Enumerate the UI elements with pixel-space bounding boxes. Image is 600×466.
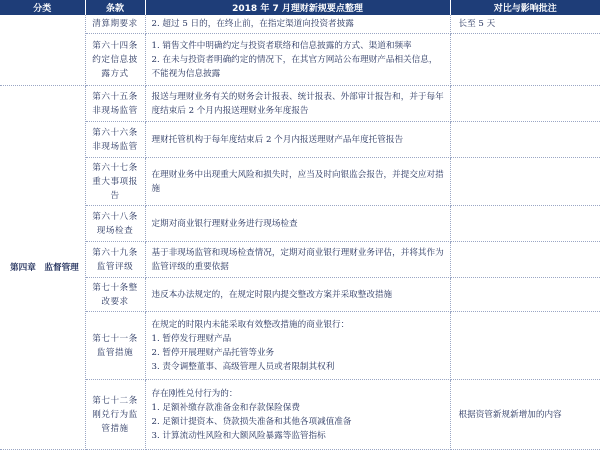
header-comparison: 对比与影响批注 xyxy=(450,0,600,15)
content-cell xyxy=(145,86,450,122)
clause-cell: 第六十六条非现场监管 xyxy=(85,122,145,158)
clause-cell: 第七十一条监管措施 xyxy=(85,312,145,380)
content-line: 1. 销售文件中明确约定与投资者联络和信息披露的方式、渠道和频率 xyxy=(151,40,412,51)
content-line: 理财托管机构于每年度结束后 2 个月内报送理财产品年度托管报告 xyxy=(151,134,404,145)
content-cell xyxy=(145,278,450,312)
table-row xyxy=(0,158,600,206)
clause-cell: 第六十五条非现场监管 xyxy=(85,86,145,122)
clause-cell: 第七十二条刚兑行为监管措施 xyxy=(85,380,145,450)
content-line: 存在刚性兑付行为的： xyxy=(151,388,238,399)
clause-cell: 第六十七条重大事项报告 xyxy=(85,158,145,206)
table-row xyxy=(0,242,600,278)
note-cell xyxy=(450,122,600,158)
clause-cell: 第六十四条约定信息披露方式 xyxy=(85,34,145,86)
note-cell xyxy=(450,34,600,86)
content-line: 1. 足额补缴存款准备金和存款保险保费 xyxy=(151,402,300,413)
header-content: 2018 年 7 月理财新规要点整理 xyxy=(145,0,450,15)
note-cell xyxy=(450,206,600,242)
note-cell xyxy=(450,86,600,122)
content-cell xyxy=(145,380,450,450)
table-header-row xyxy=(0,0,600,15)
content-line: 报送与理财业务有关的财务会计报表、统计报表、外部审计报告和，并于每年度结束后 2 个月内报送理财业务年度报告 xyxy=(151,91,444,116)
clause-cell: 第六十八条现场检查 xyxy=(85,206,145,242)
content-line: 在理财业务中出现重大风险和损失时，应当及时向银监会报告，并提交应对措施 xyxy=(151,169,444,194)
table-row xyxy=(0,15,600,34)
table-row xyxy=(0,206,600,242)
content-line: 2. 在未与投资者明确约定的情况下，在其官方网站公布理财产品相关信息，不能视为信息披露 xyxy=(151,54,438,79)
clause-cell: 第七十条整改要求 xyxy=(85,278,145,312)
content-line: 2. 暂停开展理财产品托管等业务 xyxy=(151,347,275,358)
note-cell: 长至 5 天 xyxy=(450,15,600,34)
header-category: 分类 xyxy=(0,0,85,15)
clause-cell: 第六十九条监管评级 xyxy=(85,242,145,278)
table-row xyxy=(0,86,600,122)
content-line: 1. 暂停发行理财产品 xyxy=(151,333,232,344)
table-row xyxy=(0,34,600,86)
table-row xyxy=(0,122,600,158)
content-cell xyxy=(145,34,450,86)
note-cell xyxy=(450,158,600,206)
table-row xyxy=(0,380,600,450)
content-cell xyxy=(145,15,450,34)
content-cell xyxy=(145,158,450,206)
note-cell xyxy=(450,278,600,312)
table-row xyxy=(0,278,600,312)
content-cell xyxy=(145,312,450,380)
content-line: 3. 责令调整董事、高级管理人员或者限制其权利 xyxy=(151,361,335,372)
content-cell xyxy=(145,122,450,158)
content-line: 2. 超过 5 日的，在终止前，在指定渠道向投资者披露 xyxy=(151,19,354,29)
note-cell xyxy=(450,312,600,380)
content-line: 2. 足额计提资本、贷款损失准备和其他各项减值准备 xyxy=(151,416,352,427)
category-cell-empty xyxy=(0,15,85,86)
content-line: 基于非现场监管和现场检查情况，定期对商业银行理财业务评估，并将其作为监管评级的重要依据 xyxy=(151,247,444,272)
content-line: 在规定的时限内未能采取有效整改措施的商业银行： xyxy=(151,319,350,330)
note-cell xyxy=(450,242,600,278)
content-line: 3. 计算流动性风险和大额风险暴露等监管指标 xyxy=(151,430,326,441)
note-cell: 根据资管新规新增加的内容 xyxy=(450,380,600,450)
chapter-cell: 第四章 监督管理 xyxy=(0,86,85,450)
content-cell xyxy=(145,206,450,242)
header-clause: 条款 xyxy=(85,0,145,15)
table-row xyxy=(0,312,600,380)
content-line: 违反本办法规定的，在规定时限内提交整改方案并采取整改措施 xyxy=(151,289,393,300)
content-cell xyxy=(145,242,450,278)
content-line: 定期对商业银行理财业务进行现场检查 xyxy=(151,218,298,229)
clause-cell: 清算期要求 xyxy=(85,15,145,34)
